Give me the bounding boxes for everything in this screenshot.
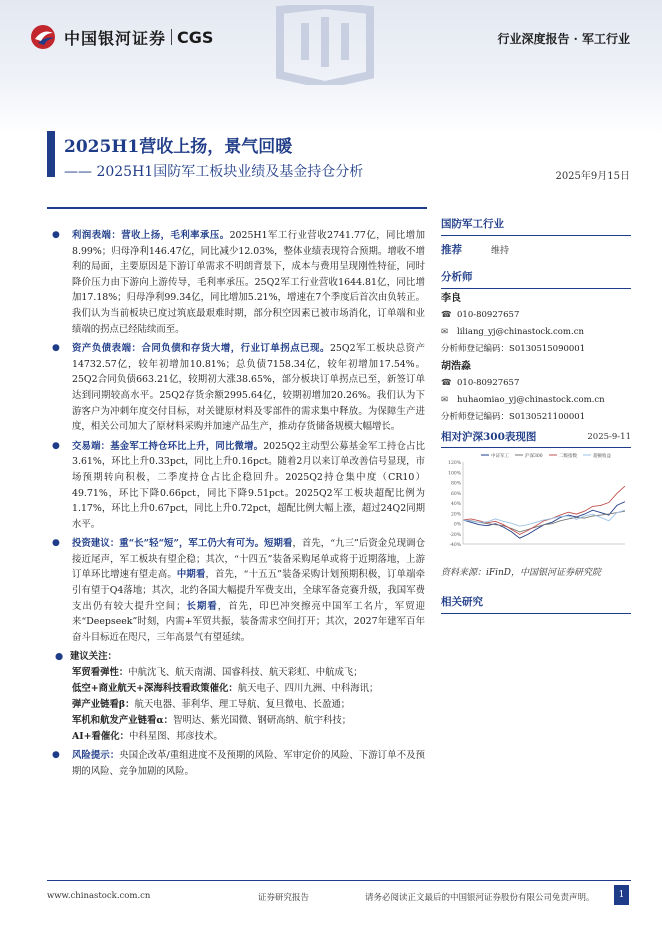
analyst-phone (441, 375, 631, 392)
bullet-text: 央国企改革/重组进度不及预期的风险、军审定价的风险、下游订单不及预期的风险、竞争加剧的风险。 (72, 750, 425, 778)
footer-website[interactable]: www.chinastock.com.cn (47, 891, 151, 901)
title-divider (47, 207, 427, 209)
email-icon: ✉ (441, 395, 449, 405)
y-tick-label: 40% (450, 502, 461, 507)
focus-item-label: 军机和航发产业链看α： (72, 714, 173, 726)
y-tick-label: 120% (448, 461, 461, 466)
y-tick-label: 0% (453, 522, 461, 528)
bullet-dot-icon: ● (52, 343, 60, 354)
analyst-email[interactable] (441, 324, 631, 341)
report-subtitle: —— 2025H1国防军工板块业绩及基金持仓分析 (64, 164, 364, 180)
y-tick-label: -40% (449, 543, 461, 548)
analyst-heading: 分析师 (441, 265, 631, 289)
phone-text: 010-80927657 (457, 378, 520, 388)
phone-icon: ☎ (441, 378, 452, 388)
chart-axis (463, 462, 625, 544)
related-research-heading: 相关研究 (441, 590, 631, 614)
focus-item-label: AI+看催化： (72, 730, 130, 742)
logo-divider (171, 29, 172, 45)
analyst-email[interactable] (441, 392, 631, 409)
chart-date: 2025-9-11 (587, 431, 631, 442)
bullet-dot-icon: ● (52, 750, 60, 761)
focus-heading (50, 649, 425, 665)
bullet-heading: 投资建议：重“长”轻“短”，军工仍大有可为。 (72, 538, 265, 550)
footer-doc-type: 证券研究报告 (258, 893, 310, 903)
bullet-heading: 风险提示： (72, 750, 120, 762)
bullet-text: 2025Q2主动型公募基金军工持仓占比3.61%，环比上升0.33pct，同比上升0.16pct。随着2月以来订单改善信号显现，市场预期转向积极，二季度持仓占比企稳回升。2025Q2持仓集中度（CR10）49.71%，环比下降0.66pct，同比下降9.51pct。2025Q2军工板块超配比例为1.17%，环比上升0.67pct，同比上升0.72pct，超配比例大幅上涨，超过24Q2同期水平。 (72, 440, 425, 530)
legend-label: 沪深300 (525, 454, 543, 459)
focus-item-label: 低空+商业航天+深海科技看政策催化： (72, 683, 238, 695)
bullet-investment-advice (50, 536, 425, 645)
focus-item-text: 智明达、紫光国微、钢研高纳、航宇科技； (172, 714, 352, 726)
bullet-text: 25Q2军工板块总资产14732.57亿，较年初增加10.81%；总负债7158.34亿，较年初增加17.54%。25Q2合同负债663.21亿，较期初大涨38.65%，部分板块订单拐点已至，新签订单达到同期较高水平。25Q2存货余额2995.64亿，较期初增加20.26%。我们认为下游客户为冲刺年度交付目标，对关键原材料及零部件的需求集中释放。为保障生产进度，相关公司加大了原材料采购并加速产品生产，推动存货储备规模大幅增长。 (72, 343, 425, 433)
email-icon: ✉ (441, 327, 449, 337)
long-term-label: 长期看 (185, 600, 218, 612)
rating-label: 推荐 (441, 243, 462, 256)
y-tick-label: 20% (450, 512, 461, 518)
focus-item (50, 729, 425, 745)
phone-text: 010-80927657 (457, 310, 520, 320)
bullet-dot-icon: ● (55, 651, 64, 663)
rating-row (441, 239, 631, 259)
analyst-name: 胡浩淼 (441, 361, 471, 372)
company-logo (30, 24, 213, 50)
focus-item (50, 713, 425, 729)
focus-item-text: 航天电子、四川九洲、中科海讯； (237, 683, 379, 695)
email-link[interactable]: liliang_yj@chinastock.com.cn (457, 327, 584, 337)
y-tick-label: -20% (449, 532, 461, 538)
analyst-reg-code: 分析师登记编码：S0130515090001 (441, 344, 586, 354)
analyst-reg-code: 分析师登记编码：S0130521100001 (441, 412, 586, 422)
focus-item-text: 航天电器、菲利华、理工导航、复旦微电、长盈通； (134, 699, 351, 711)
bullet-risk (50, 748, 425, 779)
report-title: 2025H1营收上扬，景气回暖 (64, 137, 293, 157)
footer-divider (47, 880, 631, 881)
bullet-heading: 资产负债表端：合同负债和存货大增，行业订单拐点已现。 (72, 343, 330, 355)
phone-icon: ☎ (441, 310, 452, 320)
analyst-phone (441, 307, 631, 324)
focus-item-label: 军贸看弹性： (72, 667, 129, 679)
focus-item (50, 681, 425, 697)
relative-performance-chart (441, 448, 631, 560)
rating-value: 维持 (491, 245, 510, 256)
bullet-text: ，首先，“九三”后资金兑现调仓接近尾声，军工板块有望企稳；其次，“十四五”装备采购尾单或将于近期落地，上游订单环比增速有望走高。 (72, 538, 425, 581)
title-accent-bar (47, 131, 55, 177)
focus-item (50, 697, 425, 713)
bullet-dot-icon: ● (52, 538, 60, 549)
sidebar (441, 212, 631, 614)
series-line-2 (463, 486, 625, 534)
focus-title: 建议关注： (70, 651, 117, 663)
chart-source: 资料来源：iFinD，中国银河证券研究院 (441, 568, 602, 578)
email-link[interactable]: huhaomiao_yj@chinastock.com.cn (457, 395, 605, 405)
bullet-dot-icon: ● (52, 230, 60, 240)
bullet-text: ，首先，印巴冲突擦亮中国军工名片，军贸迎来“Deepseek”时刻，内需+军贸共振，装备需求空间打开；其次，2027年建军百年奋斗目标近在咫尺，三年高景气有望延续。 (72, 600, 425, 643)
focus-item-text: 中航沈飞、航天南湖、国睿科技、航天彩虹、中航成飞； (128, 667, 363, 679)
bullet-balance-sheet (50, 341, 425, 435)
bullet-heading: 交易端：基金军工持仓环比上升，同比微增。 (72, 440, 264, 452)
logo-english-name: CGS (177, 27, 214, 47)
bullet-text: 2025H1军工行业营收2741.77亿，同比增加8.99%；归母净利146.47亿，同比减少12.03%，整体业绩表现符合预期。增收不增利的局面，主要原因是下游订单需求不明朗背景下，成本与费用呈现刚性特征，同时降价压力由下游向上游传导，毛利率承压。25Q2军工行业营收1644.81亿，同比增加17.18%；归母净利99.34亿，同比增加5.21%，增速在7个季度后首次由负转正。我们认为当前板块已度过筑底最艰难时期，部分积空因素已被市场消化，订单端和业绩端的拐点已经陆续而至。 (72, 230, 425, 335)
legend-label: 超额收益 (593, 454, 611, 459)
cgs-logo-icon (30, 24, 58, 50)
bullet-text: ，首先，“十五五”装备采购计划预期积极，订单端牵引有望于Q4落地；其次，北约各国大幅提升军费支出，全球军备竞赛升级，我国军费支出仍有较大提升空间； (72, 569, 425, 612)
y-tick-label: 60% (450, 491, 461, 497)
logo-chinese-name: 中国银河证券 (64, 28, 167, 48)
bullet-heading: 利润表端：营收上扬，毛利率承压。 (72, 230, 230, 241)
page-number: 1 (614, 885, 629, 905)
bullet-dot-icon: ● (52, 440, 60, 451)
focus-item-label: 弹产业链看β： (72, 699, 135, 711)
chart-heading (441, 429, 631, 448)
bullet-income-statement (50, 228, 425, 337)
chart-title: 相对沪深300表现图 (441, 431, 537, 443)
legend-label: 二级指数 (559, 454, 577, 459)
focus-item (50, 665, 425, 681)
bullet-trading (50, 439, 425, 533)
footer-disclaimer: 请务必阅读正文最后的中国银河证券股份有限公司免责声明。 (365, 893, 595, 903)
report-type: 行业深度报告 · 军工行业 (497, 32, 630, 46)
y-tick-label: 100% (448, 471, 461, 477)
main-content (50, 228, 425, 784)
analyst-name: 李良 (441, 293, 461, 304)
short-term-label: 短期看 (264, 538, 293, 550)
y-tick-label: 80% (450, 481, 461, 487)
publish-date: 2025年9月15日 (555, 171, 630, 182)
industry-name: 国防军工行业 (441, 212, 631, 236)
watermark-logo-icon (270, 5, 380, 85)
focus-item-text: 中科星图、邦彦技术。 (129, 730, 223, 742)
mid-term-label: 中期看 (176, 569, 206, 581)
legend-label: 中证军工 (491, 454, 509, 459)
